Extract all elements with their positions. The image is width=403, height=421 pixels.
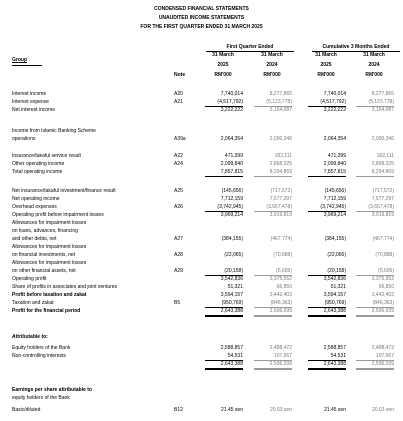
comparative-value: 20.63 sen xyxy=(372,407,394,413)
current-value: 3,542,836 xyxy=(323,276,346,282)
current-value: 2,064,354 xyxy=(323,136,346,142)
comparative-value: 2,596,039 xyxy=(269,361,292,367)
current-value: (145,656) xyxy=(324,188,346,194)
row-label: Other operating income xyxy=(12,161,65,167)
comparative-value: 182,111 xyxy=(376,153,394,159)
comparative-value: (5,605) xyxy=(378,268,394,274)
row-label: Overhead expenses xyxy=(12,204,57,210)
note-header: Note xyxy=(174,72,186,78)
row-label: Operating profit before impairment losses xyxy=(12,212,104,218)
current-value: 3,594,157 xyxy=(220,292,243,298)
comparative-value: (5,123,778) xyxy=(368,99,394,105)
row-note: A24 xyxy=(174,161,183,167)
comparative-value: (717,572) xyxy=(270,188,292,194)
fq-header: First Quarter Ended xyxy=(226,44,274,50)
comparative-value: 66,850 xyxy=(378,284,394,290)
current-value: (950,769) xyxy=(221,300,243,306)
statement-title: CONDENSED FINANCIAL STATEMENTS xyxy=(154,6,249,12)
total-rule xyxy=(308,369,346,370)
current-value: (384,155) xyxy=(324,236,346,242)
row-label: Taxation and zakat xyxy=(12,300,54,306)
row-label: Operating profit xyxy=(12,276,47,282)
statement-period: FOR THE FIRST QUARTER ENDED 31 MARCH 2025 xyxy=(140,24,263,30)
current-value: 3,594,157 xyxy=(323,292,346,298)
current-value: (950,769) xyxy=(324,300,346,306)
row-note: B12 xyxy=(174,407,183,413)
current-value: 471,399 xyxy=(224,153,243,159)
comparative-value: 8,277,865 xyxy=(269,91,292,97)
row-label: Allowances for impairment losses xyxy=(12,260,87,266)
row-label: Equity holders of the Bank xyxy=(12,345,71,351)
comparative-value: 8,294,869 xyxy=(371,169,394,175)
comparative-value: 2,488,472 xyxy=(371,345,394,351)
cum-2025-date: 31 March xyxy=(315,52,337,58)
current-value: (4,517,792) xyxy=(217,99,243,105)
current-value: (20,158) xyxy=(224,268,243,274)
current-value: 3,222,222 xyxy=(220,107,243,113)
comparative-value: (70,888) xyxy=(375,252,394,258)
comparative-value: 2,090,346 xyxy=(371,136,394,142)
row-note: A28 xyxy=(174,252,183,258)
row-label: Interest income xyxy=(12,91,47,97)
row-label: Total operating income xyxy=(12,169,63,175)
current-value: 2,588,857 xyxy=(323,345,346,351)
row-label: Profit before taxation and zakat xyxy=(12,292,87,298)
row-label: Income from Islamic Banking Scheme xyxy=(12,128,96,134)
total-rule xyxy=(356,369,394,370)
row-label: on other financial assets, net xyxy=(12,268,76,274)
cum-2024-date: 31 March xyxy=(363,52,385,58)
row-label: Earnings per share attributable to xyxy=(12,387,93,393)
comparative-value: 107,567 xyxy=(375,353,394,359)
total-rule xyxy=(205,176,243,177)
comparative-value: 2,488,472 xyxy=(269,345,292,351)
statement-subtitle: UNAUDITED INCOME STATEMENTS xyxy=(158,15,245,21)
row-label: Attributable to: xyxy=(12,334,48,340)
comparative-value: 20.63 sen xyxy=(270,407,292,413)
fq-2024-date: 31 March xyxy=(261,52,283,58)
cum-header: Cumulative 3 Months Ended xyxy=(322,44,390,50)
current-value: (22,065) xyxy=(327,252,346,258)
group-header: Group xyxy=(12,57,27,63)
current-value: 21.45 sen xyxy=(324,407,346,413)
row-label: Net operating income xyxy=(12,196,60,202)
row-label: on financial investments, net xyxy=(12,252,76,258)
comparative-value: 3,154,087 xyxy=(371,107,394,113)
group-underline xyxy=(12,65,42,66)
fq-2025-date: 31 March xyxy=(212,52,234,58)
row-note: A29 xyxy=(174,268,183,274)
total-rule xyxy=(254,369,292,370)
comparative-value: 7,577,297 xyxy=(269,196,292,202)
comparative-value: 66,850 xyxy=(276,284,292,290)
row-note: A26 xyxy=(174,204,183,210)
comparative-value: 2,596,039 xyxy=(371,361,394,367)
cum-2024-year: 2024 xyxy=(368,62,380,68)
comparative-value: (467,774) xyxy=(270,236,292,242)
current-value: 7,857,815 xyxy=(220,169,243,175)
row-note: A25 xyxy=(174,188,183,194)
comparative-value: 2,090,346 xyxy=(269,136,292,142)
current-value: (22,065) xyxy=(224,252,243,258)
current-value: (3,742,945) xyxy=(217,204,243,210)
comparative-value: (70,888) xyxy=(273,252,292,258)
comparative-value: 8,294,869 xyxy=(269,169,292,175)
comparative-value: 8,277,865 xyxy=(371,91,394,97)
comparative-value: (5,123,778) xyxy=(266,99,292,105)
row-label: operations xyxy=(12,136,36,142)
comparative-value: (5,605) xyxy=(276,268,292,274)
comparative-value: 3,919,819 xyxy=(371,212,394,218)
current-value: 3,222,222 xyxy=(323,107,346,113)
fq-2024-year: 2024 xyxy=(266,62,278,68)
comparative-value: 7,577,297 xyxy=(371,196,394,202)
comparative-value: 3,442,402 xyxy=(371,292,394,298)
comparative-value: (3,657,478) xyxy=(368,204,394,210)
comparative-value: (846,363) xyxy=(270,300,292,306)
row-note: A27 xyxy=(174,236,183,242)
current-value: 2,064,354 xyxy=(220,136,243,142)
comparative-value: (846,363) xyxy=(372,300,394,306)
current-value: 54,531 xyxy=(227,353,243,359)
row-label: Insurance/takaful service result xyxy=(12,153,81,159)
current-value: 3,969,214 xyxy=(220,212,243,218)
comparative-value: 2,868,325 xyxy=(269,161,292,167)
comparative-value: 3,375,552 xyxy=(371,276,394,282)
current-value: 471,399 xyxy=(327,153,346,159)
cum-2025-unit: RM'000 xyxy=(317,72,335,78)
current-value: 2,643,388 xyxy=(323,361,346,367)
row-label: Net interest income xyxy=(12,107,56,113)
current-value: 2,643,388 xyxy=(220,308,243,314)
total-rule xyxy=(254,176,292,177)
cum-header-rule xyxy=(312,51,400,52)
comparative-value: (3,657,478) xyxy=(266,204,292,210)
total-rule xyxy=(308,176,346,177)
current-value: (4,517,792) xyxy=(320,99,346,105)
row-label: Interest expense xyxy=(12,99,49,105)
current-value: 2,643,388 xyxy=(220,361,243,367)
current-value: (145,656) xyxy=(221,188,243,194)
comparative-value: 3,375,552 xyxy=(269,276,292,282)
row-note: A21 xyxy=(174,99,183,105)
comparative-value: 3,154,087 xyxy=(269,107,292,113)
comparative-value: 182,111 xyxy=(274,153,292,159)
total-rule xyxy=(254,316,292,317)
row-label: Share of profits in associates and joint ventures xyxy=(12,284,118,290)
current-value: 7,712,159 xyxy=(323,196,346,202)
current-value: 7,740,014 xyxy=(323,91,346,97)
row-note: A22 xyxy=(174,153,183,159)
total-rule xyxy=(205,316,243,317)
current-value: 7,740,014 xyxy=(220,91,243,97)
fq-2024-unit: RM'000 xyxy=(263,72,281,78)
fq-2025-unit: RM'000 xyxy=(214,72,232,78)
current-value: 2,643,388 xyxy=(323,308,346,314)
fq-header-rule xyxy=(206,51,294,52)
total-rule xyxy=(308,316,346,317)
current-value: (384,155) xyxy=(221,236,243,242)
comparative-value: 2,868,325 xyxy=(371,161,394,167)
row-note: A39a xyxy=(174,136,186,142)
current-value: 51,321 xyxy=(330,284,346,290)
total-rule xyxy=(356,316,394,317)
current-value: (20,158) xyxy=(327,268,346,274)
current-value: 7,712,159 xyxy=(220,196,243,202)
row-label: equity holders of the Bank xyxy=(12,395,70,401)
row-label: Non-controlling interests xyxy=(12,353,66,359)
current-value: 3,969,214 xyxy=(323,212,346,218)
current-value: 2,099,840 xyxy=(220,161,243,167)
comparative-value: 2,596,039 xyxy=(269,308,292,314)
row-label: on loans, advances, financing xyxy=(12,228,78,234)
row-label: Net insurance/takaful investment/finance result xyxy=(12,188,116,194)
row-label: Allowances for impairment losses xyxy=(12,220,87,226)
current-value: 21.45 sen xyxy=(221,407,243,413)
current-value: 2,588,857 xyxy=(220,345,243,351)
current-value: 51,321 xyxy=(227,284,243,290)
row-note: A20 xyxy=(174,91,183,97)
current-value: 2,099,840 xyxy=(323,161,346,167)
current-value: 54,531 xyxy=(330,353,346,359)
row-label: Allowances for impairment losses xyxy=(12,244,87,250)
row-label: Profit for the financial period xyxy=(12,308,81,314)
comparative-value: (467,774) xyxy=(372,236,394,242)
total-rule xyxy=(205,369,243,370)
cum-2024-unit: RM'000 xyxy=(365,72,383,78)
comparative-value: 107,567 xyxy=(273,353,292,359)
current-value: (3,742,945) xyxy=(320,204,346,210)
cum-2025-year: 2025 xyxy=(320,62,332,68)
row-label: and other debts, net xyxy=(12,236,57,242)
row-note: B5 xyxy=(174,300,181,306)
current-value: 3,542,836 xyxy=(220,276,243,282)
total-rule xyxy=(356,176,394,177)
comparative-value: 3,442,402 xyxy=(269,292,292,298)
comparative-value: 2,596,039 xyxy=(371,308,394,314)
comparative-value: 3,919,819 xyxy=(269,212,292,218)
fq-2025-year: 2025 xyxy=(217,62,229,68)
current-value: 7,857,815 xyxy=(323,169,346,175)
row-label: Basic/diluted xyxy=(12,407,41,413)
comparative-value: (717,572) xyxy=(372,188,394,194)
